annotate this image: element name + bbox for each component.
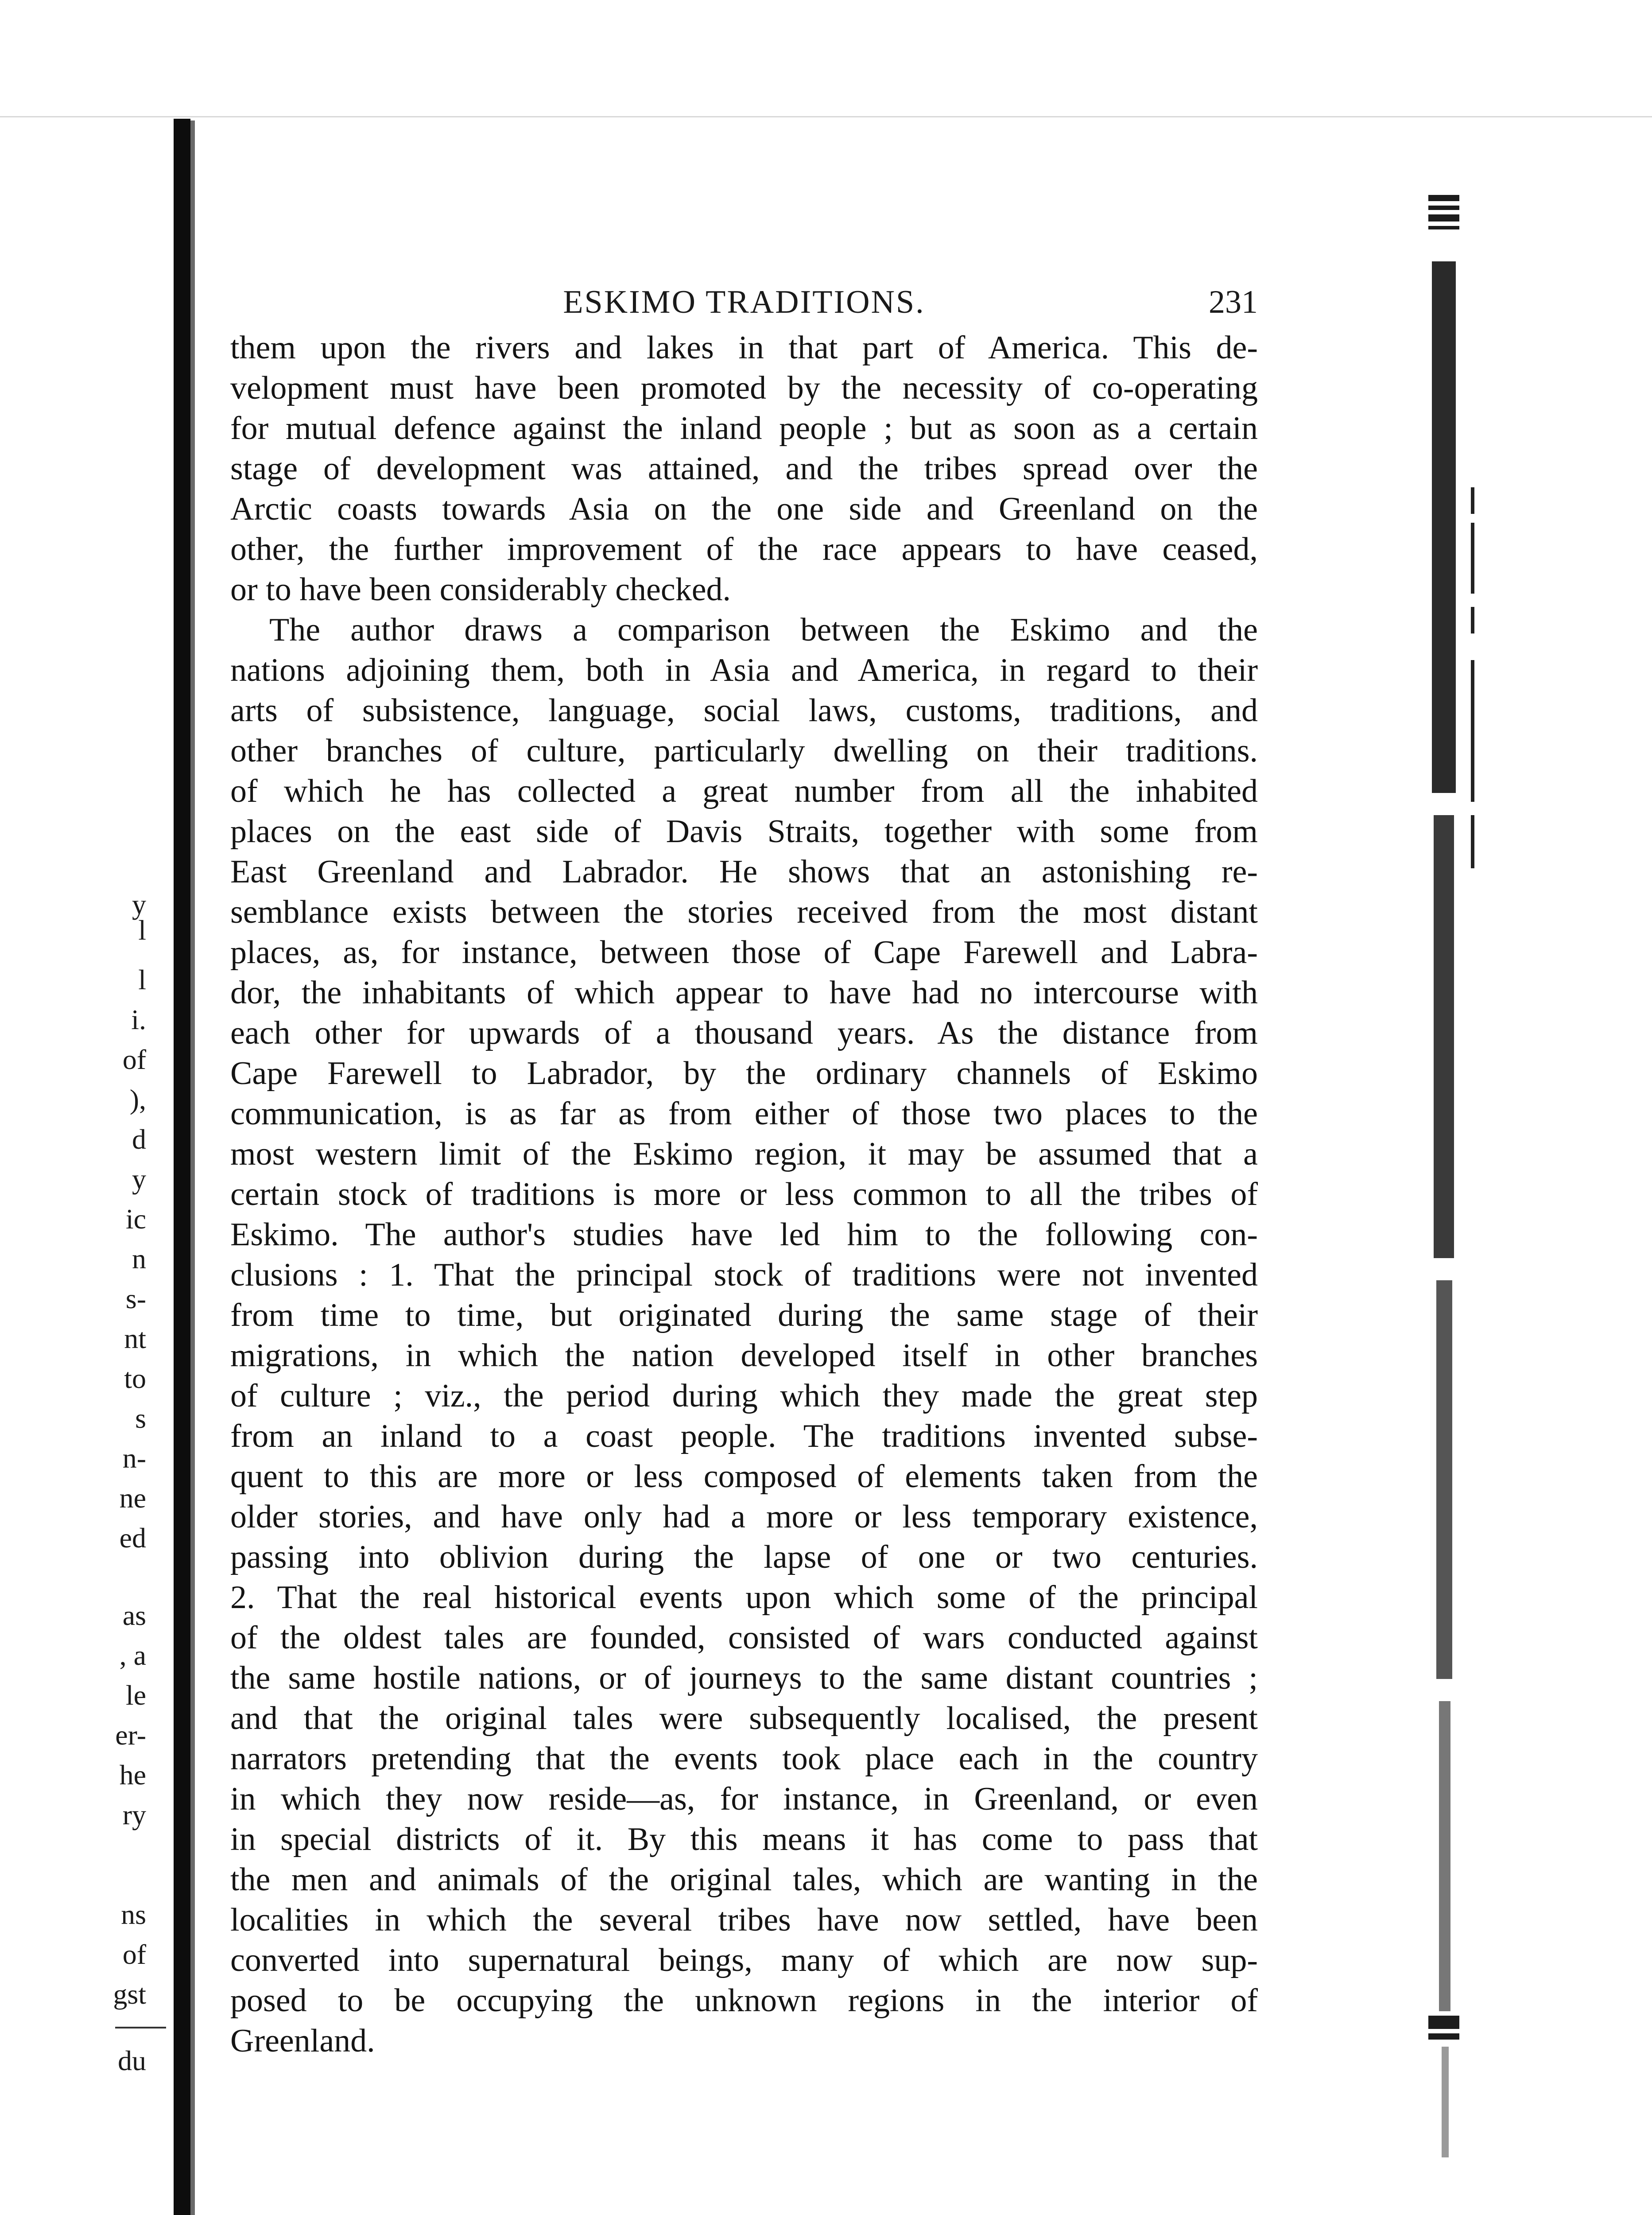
margin-fragment: d (132, 1123, 146, 1155)
scanner-edge-strip (1428, 195, 1459, 2162)
margin-fragment: ic (125, 1203, 146, 1235)
text-line: posed to be occupying the unknown regions in the interior of (230, 1982, 1258, 2019)
text-line: The author draws a comparison between the Eskimo and the (269, 612, 1258, 648)
strip-mark (1436, 1280, 1452, 1679)
margin-fragment: s- (125, 1283, 146, 1314)
margin-fragment: ry (122, 1799, 146, 1830)
text-line: Arctic coasts towards Asia on the one side and Greenland on the (230, 491, 1258, 527)
margin-fragment: to (124, 1363, 146, 1394)
scan-edge-line (0, 116, 1652, 117)
text-line: communication, is as far as from either of those two places to the (230, 1096, 1258, 1132)
text-line: of which he has collected a great number from all the inhabited (230, 773, 1258, 809)
margin-fragment: l (138, 914, 146, 946)
strip-tick (1471, 523, 1474, 594)
margin-fragment: n (132, 1243, 146, 1275)
margin-fragment: ne (119, 1482, 146, 1514)
text-line: certain stock of traditions is more or less common to all the tribes of (230, 1176, 1258, 1212)
page-number: 231 (1209, 284, 1258, 320)
strip-mark (1432, 261, 1456, 793)
text-line: 2. That the real historical events upon which some of the principal (230, 1579, 1258, 1616)
text-line: each other for upwards of a thousand years. As the distance from (230, 1015, 1258, 1051)
text-line: the men and animals of the original tales, which are wanting in the (230, 1861, 1258, 1898)
text-line: velopment must have been promoted by the necessity of co-operating (230, 370, 1258, 406)
text-line: East Greenland and Labrador. He shows that an astonishing re- (230, 854, 1258, 890)
strip-mark (1442, 2047, 1449, 2157)
margin-fragment: y (132, 889, 146, 920)
strip-mark (1434, 815, 1454, 1258)
text-line: clusions : 1. That the principal stock of traditions were not invented (230, 1257, 1258, 1293)
binding-shadow (190, 120, 195, 2215)
text-line: quent to this are more or less composed of elements taken from the (230, 1458, 1258, 1495)
margin-fragment: n- (122, 1442, 146, 1474)
text-line: narrators pretending that the events took place each in the country (230, 1741, 1258, 1777)
text-line: most western limit of the Eskimo region, it may be assumed that a (230, 1136, 1258, 1172)
margin-fragment: ), (129, 1084, 146, 1115)
text-line: nations adjoining them, both in Asia and America, in regard to their (230, 652, 1258, 688)
strip-tick (1471, 815, 1474, 868)
text-line: other, the further improvement of the race appears to have ceased, (230, 531, 1258, 567)
text-line: localities in which the several tribes have now settled, have been (230, 1902, 1258, 1938)
text-line: Eskimo. The author's studies have led him to the following con- (230, 1216, 1258, 1253)
text-line: of the oldest tales are founded, consisted of wars conducted against (230, 1620, 1258, 1656)
margin-fragment: , a (119, 1640, 146, 1671)
strip-mark (1439, 1701, 1450, 2011)
text-line: of culture ; viz., the period during which they made the great step (230, 1378, 1258, 1414)
text-line: from an inland to a coast people. The traditions invented subse- (230, 1418, 1258, 1454)
margin-fragment: i. (131, 1004, 146, 1035)
text-line: arts of subsistence, language, social laws, customs, traditions, and (230, 692, 1258, 729)
text-line: in special districts of it. By this means it has come to pass that (230, 1821, 1258, 1857)
text-line: other branches of culture, particularly dwelling on their traditions. (230, 733, 1258, 769)
text-line: semblance exists between the stories received from the most distant (230, 894, 1258, 930)
text-line: older stories, and have only had a more or less temporary existence, (230, 1499, 1258, 1535)
margin-fragment: y (132, 1163, 146, 1195)
margin-fragment: l (138, 964, 146, 995)
strip-mark (1428, 214, 1459, 222)
strip-tick (1471, 660, 1474, 802)
margin-fragment: s (135, 1403, 146, 1434)
strip-mark (1428, 226, 1459, 229)
margin-fragment: nt (124, 1323, 146, 1354)
margin-fragment: of (122, 1044, 146, 1075)
page-body (230, 275, 1258, 2061)
text-line: the same hostile nations, or of journeys to the same distant countries ; (230, 1660, 1258, 1696)
strip-tick (1471, 607, 1474, 633)
text-line: in which they now reside—as, for instance, in Greenland, or even (230, 1781, 1258, 1817)
margin-fragment: he (119, 1759, 146, 1791)
strip-mark (1428, 2016, 1459, 2029)
text-line: and that the original tales were subsequently localised, the present (230, 1700, 1258, 1737)
text-line: places, as, for instance, between those of Cape Farewell and Labra- (230, 934, 1258, 971)
text-line: passing into oblivion during the lapse of one or two centuries. (230, 1539, 1258, 1575)
text-line: converted into supernatural beings, many of which are now sup- (230, 1942, 1258, 1978)
margin-fragment: er- (115, 1719, 146, 1751)
text-line: migrations, in which the nation developed itself in other branches (230, 1337, 1258, 1374)
margin-rule (115, 2027, 166, 2028)
running-title: ESKIMO TRADITIONS. (563, 284, 925, 320)
text-line: Greenland. (230, 2023, 375, 2059)
margin-fragment: le (125, 1679, 146, 1711)
strip-mark (1428, 206, 1459, 210)
margin-fragment: ed (119, 1522, 146, 1554)
margin-fragment: gst (113, 1978, 146, 2010)
text-line: or to have been considerably checked. (230, 571, 731, 608)
running-head (230, 275, 1258, 328)
text-line: for mutual defence against the inland people ; but as soon as a certain (230, 410, 1258, 447)
text-line: stage of development was attained, and the tribes spread over the (230, 451, 1258, 487)
facing-page-bleed (27, 0, 173, 2215)
margin-fragment: of (122, 1939, 146, 1970)
margin-fragment: as (122, 1600, 146, 1631)
binding-edge (174, 119, 190, 2215)
strip-tick (1471, 487, 1474, 514)
text-line: places on the east side of Davis Straits, together with some from (230, 813, 1258, 850)
text-line: from time to time, but originated during the same stage of their (230, 1297, 1258, 1333)
text-line: dor, the inhabitants of which appear to have had no intercourse with (230, 975, 1258, 1011)
margin-fragment: ns (121, 1899, 146, 1930)
margin-fragment: du (118, 2045, 146, 2076)
strip-mark (1428, 2033, 1459, 2040)
strip-mark (1428, 195, 1459, 201)
text-line: Cape Farewell to Labrador, by the ordinary channels of Eskimo (230, 1055, 1258, 1092)
text-line: them upon the rivers and lakes in that part of America. This de- (230, 330, 1258, 366)
